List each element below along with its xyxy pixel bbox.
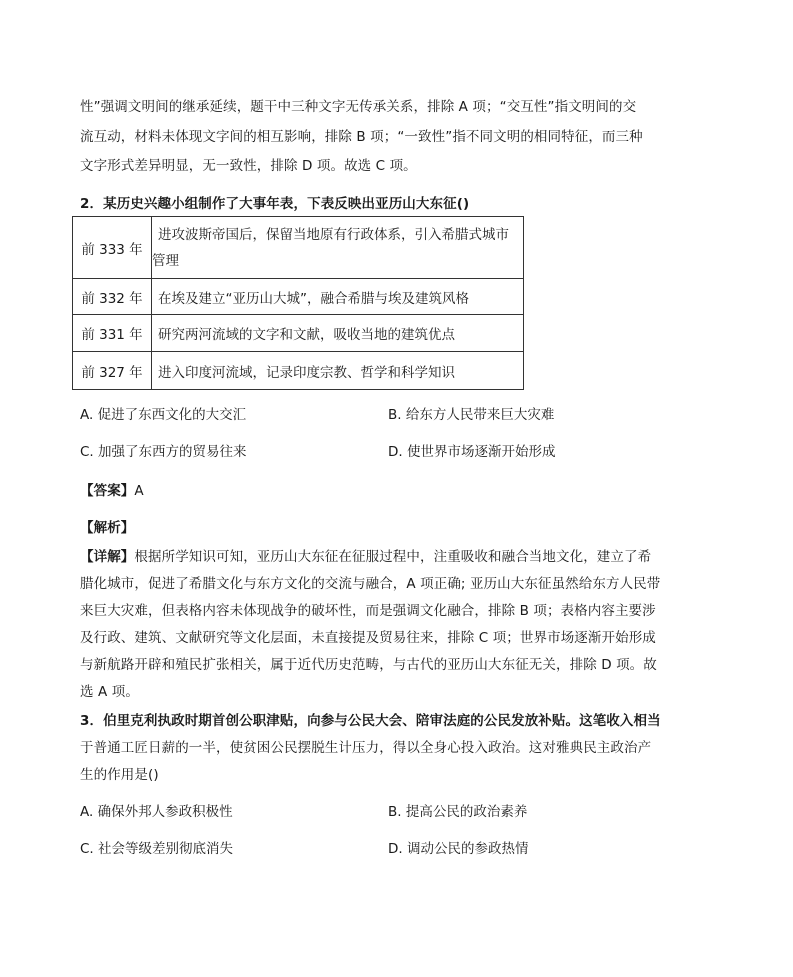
table-row bbox=[73, 217, 524, 279]
events-table bbox=[72, 216, 524, 390]
table-cell-desc-line: 管理 bbox=[152, 252, 179, 269]
table-cell-desc-line: 进攻波斯帝国后，保留当地原有行政体系，引入希腊式城市 bbox=[158, 226, 509, 243]
option-b: B. 给东方人民带来巨大灾难 bbox=[388, 407, 555, 423]
table-cell-desc: 在埃及建立“亚历山大城”，融合希腊与埃及建筑风格 bbox=[152, 279, 524, 315]
table-cell-year: 前 331 年 bbox=[73, 315, 152, 352]
detail-line-6: 选 A 项。 bbox=[80, 684, 139, 700]
q3-option-d: D. 调动公民的参政热情 bbox=[388, 841, 529, 857]
q3-option-c: C. 社会等级差别彻底消失 bbox=[80, 841, 234, 857]
table-cell-desc bbox=[152, 217, 524, 279]
intro-line-3: 文字形式差异明显，无一致性，排除 D 项。故选 C 项。 bbox=[80, 158, 417, 174]
table-row bbox=[73, 352, 524, 390]
detail-line-3: 来巨大灾难，但表格内容未体现战争的破坏性，而是强调文化融合，排除 B 项；表格内容主要涉 bbox=[80, 603, 656, 619]
detail-line-2: 腊化城市，促进了希腊文化与东方文化的交流与融合，A 项正确; 亚历山大东征虽然给东方人民带 bbox=[80, 576, 661, 592]
question-3-stem-3: 生的作用是() bbox=[80, 767, 159, 783]
table-row bbox=[73, 279, 524, 315]
table-cell-year: 前 332 年 bbox=[73, 279, 152, 315]
answer-value: A bbox=[134, 483, 144, 499]
intro-line-2: 流互动，材料未体现文字间的相互影响，排除 B 项；“一致性”指不同文明的相同特征，而三种 bbox=[80, 129, 643, 145]
question-2-stem: 2．某历史兴趣小组制作了大事年表，下表反映出亚历山大东征() bbox=[80, 196, 470, 212]
option-a: A. 促进了东西文化的大交汇 bbox=[80, 407, 247, 423]
detail-line-4: 及行政、建筑、文献研究等文化层面，未直接提及贸易往来，排除 C 项；世界市场逐渐开始形成 bbox=[80, 630, 656, 646]
q3-option-b: B. 提高公民的政治素养 bbox=[388, 804, 528, 820]
detail-line-1 bbox=[80, 545, 651, 565]
answer-label: 【答案】 bbox=[80, 483, 135, 499]
q3-option-a: A. 确保外邦人参政积极性 bbox=[80, 804, 233, 820]
question-3-stem-2: 于普通工匠日薪的一半，使贫困公民摆脱生计压力，得以全身心投入政治。这对雅典民主政治产 bbox=[80, 740, 652, 756]
question-3-stem-1: 3．伯里克利执政时期首创公职津贴，向参与公民大会、陪审法庭的公民发放补贴。这笔收入相当 bbox=[80, 713, 661, 729]
table-cell-year: 前 327 年 bbox=[73, 352, 152, 390]
option-c: C. 加强了东西方的贸易往来 bbox=[80, 444, 247, 460]
analysis-label: 【解析】 bbox=[80, 520, 135, 536]
option-d: D. 使世界市场逐渐开始形成 bbox=[388, 444, 556, 460]
table-row bbox=[73, 315, 524, 352]
intro-line-1: 性”强调文明间的继承延续，题干中三种文字无传承关系，排除 A 项；“交互性”指文明间的交 bbox=[80, 99, 637, 115]
table-cell-desc: 进入印度河流域，记录印度宗教、哲学和科学知识 bbox=[152, 352, 524, 390]
table-cell-year: 前 333 年 bbox=[73, 217, 152, 279]
detail-text: 根据所学知识可知，亚历山大东征在征服过程中，注重吸收和融合当地文化，建立了希 bbox=[134, 549, 652, 565]
detail-label: 【详解】 bbox=[80, 549, 135, 565]
detail-line-5: 与新航路开辟和殖民扩张相关，属于近代历史范畴，与古代的亚历山大东征无关，排除 D 项。故 bbox=[80, 657, 657, 673]
table-cell-desc: 研究两河流域的文字和文献，吸收当地的建筑优点 bbox=[152, 315, 524, 352]
answer-line bbox=[80, 479, 144, 499]
